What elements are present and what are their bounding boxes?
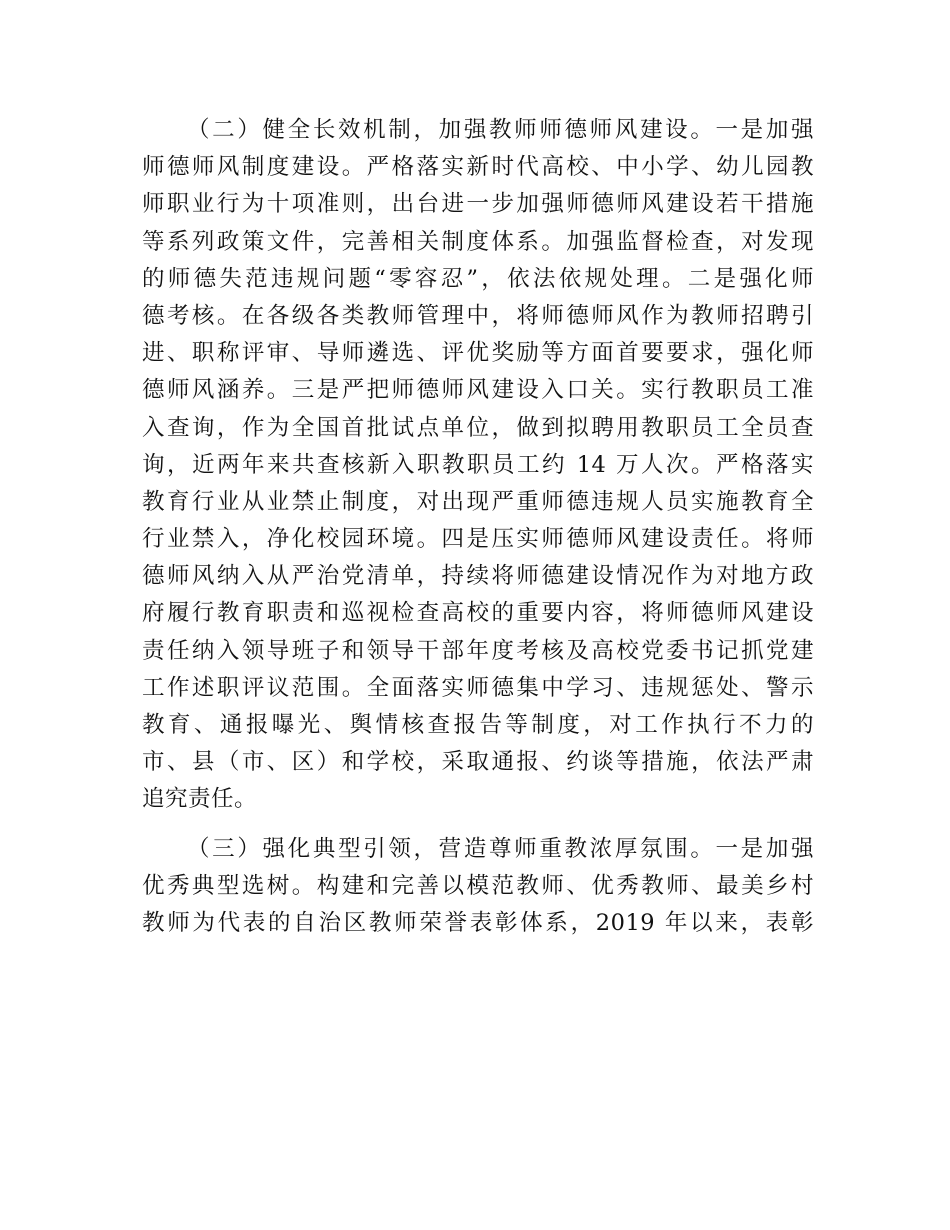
text-line: 府履行教育职责和巡视检查高校的重要内容，将师德师风建设 (142, 600, 814, 627)
text-line: 等系列政策文件，完善相关制度体系。加强监督检查，对发现 (142, 228, 814, 255)
text-line: （三）强化典型引领，营造尊师重教浓厚氛围。一是加强 (187, 835, 814, 862)
text-line: 责任纳入领导班子和领导干部年度考核及高校党委书记抓党建 (142, 637, 814, 664)
text-line: 市、县（市、区）和学校，采取通报、约谈等措施，依法严肃 (142, 749, 814, 776)
text-line: 德师风涵养。三是严把师德师风建设入口关。实行教职员工准 (142, 377, 814, 404)
text-line: 德师风纳入从严治党清单，持续将师德建设情况作为对地方政 (142, 563, 814, 590)
text-line: 优秀典型选树。构建和完善以模范教师、优秀教师、最美乡村 (142, 872, 814, 899)
paragraph-3 (142, 831, 814, 943)
text-line: （二）健全长效机制，加强教师师德师风建设。一是加强 (187, 117, 814, 143)
text-line: 教育行业从业禁止制度，对出现严重师德违规人员实施教育全 (142, 488, 814, 515)
text-line: 追究责任。 (142, 786, 258, 813)
text-line: 德考核。在各级各类教师管理中，将师德师风作为教师招聘引 (142, 302, 814, 329)
text-line: 教师为代表的自治区教师荣誉表彰体系，2019 年以来，表彰 (142, 909, 814, 936)
paragraph-spacer (142, 819, 814, 831)
text-line: 入查询，作为全国首批试点单位，做到拟聘用教职员工全员查 (142, 414, 814, 441)
text-line: 师德师风制度建设。严格落实新时代高校、中小学、幼儿园教 (142, 154, 814, 181)
text-line: 行业禁入，净化校园环境。四是压实师德师风建设责任。将师 (142, 526, 814, 553)
text-line: 教育、通报曝光、舆情核查报告等制度，对工作执行不力的 (142, 712, 814, 738)
paragraph-2 (142, 112, 814, 819)
text-line: 工作述职评议范围。全面落实师德集中学习、违规惩处、警示 (142, 674, 814, 701)
text-line: 进、职称评审、导师遴选、评优奖励等方面首要要求，强化师 (142, 340, 814, 367)
text-line: 询，近两年来共查核新入职教职员工约 14 万人次。严格落实 (142, 451, 814, 478)
text-line: 的师德失范违规问题“零容忍”，依法依规处理。二是强化师 (142, 265, 814, 292)
document-body (142, 112, 814, 942)
text-line: 师职业行为十项准则，出台进一步加强师德师风建设若干措施 (142, 191, 814, 218)
